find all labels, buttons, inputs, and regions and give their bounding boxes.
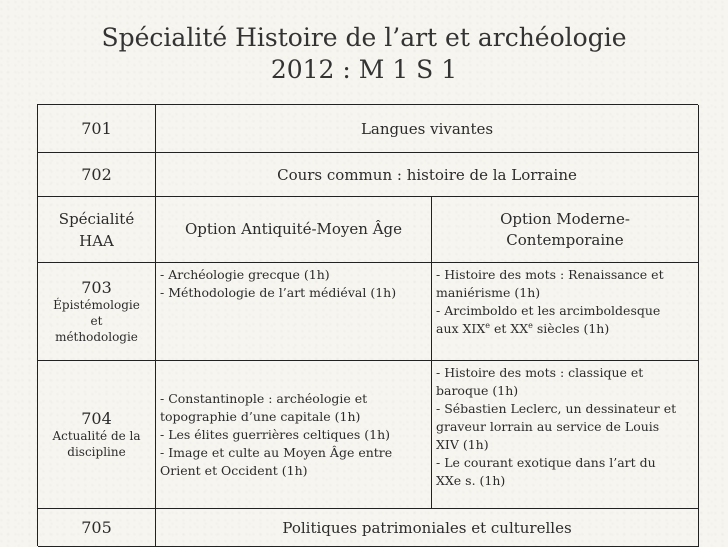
code-702 [38, 153, 156, 197]
option-b-line-1: Option Moderne- [500, 209, 630, 228]
code-sub-1: Épistémologie [53, 298, 140, 312]
course-item: - Image et culte au Moyen Âge entre [160, 444, 393, 460]
code-number: 703 [81, 278, 112, 297]
course-item: graveur lorrain au service de Louis [436, 419, 660, 434]
option-antiquite-header [156, 197, 432, 263]
course-item: - Histoire des mots : Renaissance et [436, 267, 664, 282]
code-sub-2: discipline [67, 445, 126, 459]
course-item-centuries: aux XIXe et XXe siècles (1h) [436, 320, 610, 336]
course-item: XIV (1h) [436, 437, 489, 452]
option-a-label: Option Antiquité-Moyen Âge [184, 220, 403, 238]
code-number: 701 [81, 119, 112, 138]
code-704 [38, 361, 156, 509]
specialite-header [38, 197, 156, 263]
course-item: - Arcimboldo et les arcimboldesque [436, 303, 661, 318]
r704-antiquite-courses [156, 361, 432, 509]
course-table [37, 104, 698, 546]
code-705 [38, 509, 156, 547]
course-item: Orient et Occident (1h) [160, 462, 308, 478]
code-sub-1: Actualité de la [52, 429, 141, 443]
course-label: Politiques patrimoniales et culturelles [282, 518, 572, 537]
course-item: baroque (1h) [436, 383, 519, 398]
title-line-1: Spécialité Histoire de l’art et archéologie [101, 23, 627, 52]
slide-title [0, 22, 728, 86]
code-number: 705 [81, 518, 112, 537]
langues-vivantes-cell [156, 105, 699, 153]
specialite-line-1: Spécialité [58, 209, 135, 228]
code-701 [38, 105, 156, 153]
cours-commun-cell [156, 153, 699, 197]
course-item: - Archéologie grecque (1h) [160, 267, 330, 282]
course-item: - Le courant exotique dans l’art du [436, 455, 656, 470]
course-item: - Les élites guerrières celtiques (1h) [160, 426, 391, 442]
code-sub-2: et [90, 314, 103, 328]
politiques-patrimoniales-cell [156, 509, 699, 547]
course-item: - Constantinople : archéologie et [160, 390, 368, 406]
course-item: - Histoire des mots : classique et [436, 365, 644, 380]
course-item: - Sébastien Leclerc, un dessinateur et [436, 401, 677, 416]
r703-antiquite-courses [156, 263, 432, 361]
code-sub-3: méthodologie [55, 330, 138, 344]
code-number: 704 [81, 409, 112, 428]
code-703 [38, 263, 156, 361]
title-line-2: 2012 : M 1 S 1 [270, 55, 458, 84]
code-number: 702 [81, 165, 112, 184]
r703-moderne-courses [432, 263, 699, 361]
specialite-line-2: HAA [79, 231, 114, 250]
course-item: XXe s. (1h) [436, 473, 506, 488]
course-item: - Méthodologie de l’art médiéval (1h) [160, 285, 397, 300]
course-label: Cours commun : histoire de la Lorraine [277, 165, 577, 184]
course-item: maniérisme (1h) [436, 285, 541, 300]
option-b-line-2: Contemporaine [506, 230, 624, 249]
course-item: topographie d’une capitale (1h) [160, 408, 361, 424]
option-moderne-header [432, 197, 699, 263]
r704-moderne-courses [432, 361, 699, 509]
course-label: Langues vivantes [360, 119, 494, 138]
